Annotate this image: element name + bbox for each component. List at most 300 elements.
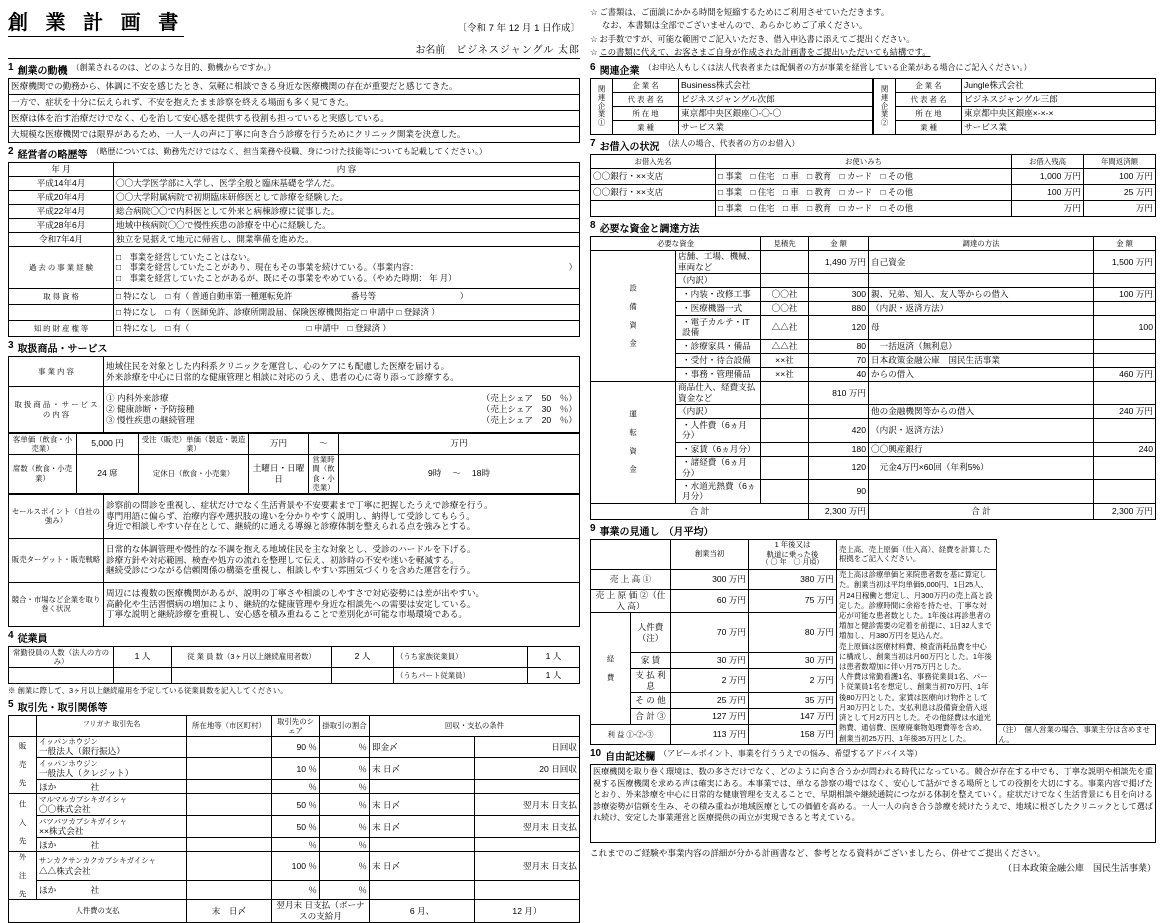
related-1-type-value: サービス業 (679, 120, 873, 134)
partner-group-header (9, 716, 37, 737)
related-2-rep-value: ビジネスジャングル三郎 (962, 92, 1156, 106)
qualification-value-2[interactable]: □ 特になし □ 有（ 医師免許、診療所開設届、保険医療機関指定 □ 申請中 □ 登録済 ） (114, 305, 580, 321)
section-6-number: 6 (590, 61, 596, 73)
business-content-line-2: 外来診療を中心に日常的な健康管理と相談に対応のうえ、患者の心に寄り添って診療する。 (106, 371, 459, 382)
competitor-value (104, 582, 580, 626)
table-row: マルマルカブシキガイシャ 〇〇株式会社 (37, 794, 187, 816)
funding-amount: 100 (1094, 316, 1156, 339)
funding-method (869, 274, 1094, 288)
partner-ratio: ％ (320, 881, 370, 899)
career-header-date: 年 月 (9, 163, 114, 177)
table-row: 平成28年6月 (9, 219, 114, 233)
fund-amount: 420 (809, 419, 869, 442)
page-title: 創 業 計 画 書 (8, 6, 184, 37)
partner-place (187, 881, 272, 899)
purchase-partner-label: 仕 入 先 (9, 794, 37, 852)
partner-ratio: ％ (320, 852, 370, 881)
hours-value: 9時 〜 18時 (339, 454, 580, 493)
section-3-heading (8, 340, 580, 355)
section-3-number: 3 (8, 340, 14, 351)
related-2-addr-value: 東京都中央区銀座×-×-× (962, 106, 1156, 120)
loan-balance: 万円 (1012, 200, 1084, 216)
funding-method: （内訳・返済方法） (869, 302, 1094, 316)
partner-name-header: フリガナ 取引先名 (37, 716, 187, 737)
loan-use-checkboxes[interactable]: □ 事業 □ 住宅 □ 車 □ 教育 □ カード □ その他 (716, 200, 1012, 216)
partner-place (187, 816, 272, 838)
ip-value[interactable]: □ 特になし □ 有（ □ 申請中 □ 登録済 ） (114, 321, 580, 337)
note-line-4: ☆ この書類に代えて、お客さまご自身が作成された計画書をご提出いただいても結構です。 (590, 47, 931, 58)
forecast-profit-v1: 113 万円 (671, 724, 749, 745)
partner-other: ほか 社 (37, 881, 187, 899)
forecast-corner (591, 539, 671, 569)
loan-name-header: お借入先名 (591, 154, 716, 168)
forecast-rent-label: 家 賃 (631, 653, 671, 669)
competitor-line-1: 周辺には複数の医療機関があるが、説明の丁寧さや相談のしやすさで対応姿勢には差が出やすい。 (106, 587, 485, 598)
partner-place (187, 758, 272, 780)
table-row: イッパンホウジン 一般法人（クレジット） (37, 758, 187, 780)
forecast-rent-v1: 30 万円 (671, 653, 749, 669)
partner-place (187, 852, 272, 881)
loan-balance: 1,000 万円 (1012, 168, 1084, 184)
forecast-after-header: 1 年後又は 軌道に乗った後 （ 〇 年 〇 月頃） (749, 539, 837, 569)
table-row: ・事務・管理備品 (676, 367, 761, 381)
career-content: 独立を見据えて地元に帰省し、開業準備を進めた。 (114, 233, 580, 247)
partner-collect: 20 日回収 (475, 758, 580, 780)
competitor-line-3: 丁寧な説明と継続診療を重視し、安心感を積み重ねることで差別化が可能な市場環境である。 (106, 609, 467, 620)
funding-amount (1094, 456, 1156, 479)
forecast-cost-v1: 60 万円 (671, 589, 749, 612)
partner-share: 100 ％ (272, 852, 320, 881)
name-value: ビジネスジャングル 太郎 (456, 45, 580, 56)
loan-repay-header: 年間返済額 (1084, 154, 1156, 168)
qualification-label-2 (9, 305, 114, 321)
employee-count-label-2 (172, 668, 332, 684)
loan-repay: 100 万円 (1084, 168, 1156, 184)
funding-method: からの借入 (869, 367, 1094, 381)
salary-pay-date: 翌月末 日支払（ボーナスの支給月 (272, 899, 370, 922)
funding-method: 一括返済（無利息） (869, 339, 1094, 353)
past-business-label: 過 去 の 事 業 経 験 (9, 247, 114, 289)
section-4-number: 4 (8, 629, 14, 641)
working-fund-label: 運 転 資 金 (591, 381, 676, 503)
table-row (591, 200, 716, 216)
funding-amount (1094, 353, 1156, 367)
related-2-type-value: サービス業 (962, 120, 1156, 134)
motive-line-2: 一方で、症状を十分に伝えられず、不安を抱えたまま診察を終える場面も多く見てきた。 (9, 95, 580, 111)
target-line-1: 日常的な体調管理や慢性的な不調を抱える地域住民を主な対象とし、受診のハードルを下げる。 (106, 543, 476, 554)
funding-amount: 1,500 万円 (1094, 250, 1156, 273)
loan-repay: 万円 (1084, 200, 1156, 216)
list-item: ③ 慢性疾患の継続管理 （売上シェア 20 ％） (106, 414, 577, 425)
applicant-name-row (8, 41, 580, 59)
fund-vendor (761, 405, 809, 419)
motive-line-1: 医療機関での勤務から、体調に不安を感じたとき、気軽に相談できる身近な医療機関の存在が重要だと感じてきた。 (9, 79, 580, 95)
table-row: ・医療機器一式 (676, 302, 761, 316)
funding-method: 元金4万円×60回（年利5%） (869, 456, 1094, 479)
equipment-fund-label: 設 備 資 金 (591, 250, 676, 381)
strength-table (8, 494, 580, 627)
funding-amount (1094, 419, 1156, 442)
partner-share: ％ (272, 881, 320, 899)
related-companies (590, 78, 1156, 135)
section-8-number: 8 (590, 219, 596, 231)
target-line-2: 診療方針や対応範囲、検査や処方の流れを整理して伝え、初診時の不安や迷いを軽減する。 (106, 554, 459, 565)
partner-collect: 翌月末 日支払 (475, 794, 580, 816)
fund-amount: 90 (809, 480, 869, 503)
section-9-number: 9 (590, 522, 596, 534)
section-10-heading (590, 748, 1156, 763)
career-content: 地域中核病院〇〇で慢性疾患の診療を中心に経験した。 (114, 219, 580, 233)
fund-amount (809, 274, 869, 288)
forecast-basis (837, 569, 997, 745)
related-2-name-value: Jungle株式会社 (962, 78, 1156, 92)
salary-close-date: 末 日〆 (187, 899, 272, 922)
officer-count-label: 常勤役員の人数（法人の方のみ） (9, 646, 114, 668)
star-icon: ☆ (590, 7, 598, 17)
related-company-1 (590, 78, 873, 135)
section-2-hint: （略歴については、勤務先だけではなく、担当業務や役職、身につけた技能等についても記載してください。） (91, 147, 487, 156)
partner-ratio: ％ (320, 838, 370, 852)
fund-amount (809, 405, 869, 419)
loan-balance: 100 万円 (1012, 184, 1084, 200)
forecast-labor-v2: 80 万円 (749, 613, 837, 653)
fund-amount: 180 (809, 442, 869, 456)
fund-vendor (761, 250, 809, 273)
fund-amount: 810 万円 (809, 381, 869, 404)
section-7-heading (590, 138, 1156, 153)
forecast-note: （注） 個人営業の場合、事業主分は含めません。 (996, 724, 1156, 745)
related-1-type-label: 業 種 (613, 120, 679, 134)
table-row: 平成14年4月 (9, 177, 114, 191)
related-2-label: 関連企業② (874, 78, 896, 134)
related-company-2 (873, 78, 1156, 135)
fund-amount: 40 (809, 367, 869, 381)
outsourcing-partner-label: 外 注 先 (9, 852, 37, 899)
note-line-3: ☆ お手数ですが、可能な範囲でご記入いただき、借入申込書に添えてご提出ください。 (590, 33, 915, 44)
partner-terms: 末 日〆 (370, 758, 475, 780)
unit-price-label: 客単価（飲食・小売業） (9, 434, 77, 455)
name-label: お名前 (415, 45, 446, 56)
partner-place (187, 838, 272, 852)
forecast-sales-v2: 380 万円 (749, 569, 837, 589)
section-2-number: 2 (8, 146, 14, 157)
funding-method: 自己資金 (869, 250, 1094, 273)
fund-amount: 80 (809, 339, 869, 353)
partner-share: 90 ％ (272, 736, 320, 758)
section-8-heading (590, 220, 1156, 235)
fund-amount: 70 (809, 353, 869, 367)
seats-label: 席数（飲食・小売業） (9, 454, 77, 493)
forecast-rent-v2: 30 万円 (749, 653, 837, 669)
partner-place (187, 736, 272, 758)
fund-vendor: ××社 (761, 367, 809, 381)
table-row: ・家賃（6ヵ月分） (676, 442, 761, 456)
section-10-number: 10 (590, 748, 602, 760)
forecast-total-v1: 127 万円 (671, 708, 749, 724)
unit-price-value: 5,000 円 (77, 434, 139, 455)
table-row: ・人件費（6ヵ月分） (676, 419, 761, 442)
top-notes (590, 6, 1156, 59)
business-content-label: 事 業 内 容 (9, 357, 104, 387)
section-2-title: 経営者の略歴等 (17, 150, 88, 161)
section-8-table (590, 236, 1156, 520)
funding-amount (1094, 302, 1156, 316)
business-content-value (104, 357, 580, 387)
order-price-from: 万円 (249, 434, 309, 455)
related-1-rep-value: ビジネスジャングル次郎 (679, 92, 873, 106)
funding-amount-header: 金 額 (1094, 236, 1156, 250)
forecast-profit-label: 利 益 ①-②-③ (591, 724, 671, 745)
holiday-label: 定休日（飲食・小売業） (139, 454, 249, 493)
list-item: ② 健康診断・予防接種 （売上シェア 30 ％） (106, 404, 577, 415)
loan-use-checkboxes[interactable]: □ 事業 □ 住宅 □ 車 □ 教育 □ カード □ その他 (716, 168, 1012, 184)
section-7-title: お借入の状況 (599, 141, 660, 153)
career-header-content: 内 容 (114, 163, 580, 177)
table-row: ・内装・改修工事 (676, 288, 761, 302)
section-4-title: 従業員 (17, 633, 48, 645)
motive-line-3: 医療は体を治す治療だけでなく、心を治して安心感を提供する役割も担っていると実感している。 (9, 111, 580, 127)
section-9-title: 事業の見通し (599, 526, 660, 538)
forecast-expense-label: 経 費 (591, 613, 631, 725)
section-5-title: 取引先・取引関係等 (17, 703, 108, 714)
funding-method: 〇〇興産銀行 (869, 442, 1094, 456)
related-1-name-label: 企 業 名 (613, 78, 679, 92)
table-row: サンカクサンカクカブシキガイシャ △△株式会社 (37, 852, 187, 881)
partner-collect (475, 838, 580, 852)
ip-label: 知 的 財 産 権 等 (9, 321, 114, 337)
section-5-heading (8, 699, 580, 714)
section-1-hint: （創業されるのは、どのような目的、動機からですか。） (71, 63, 276, 72)
partner-collect (475, 780, 580, 794)
table-row: ・水道光熱費（6ヵ月分） (676, 480, 761, 503)
seats-value: 24 席 (77, 454, 139, 493)
table-row: ・受付・待合設備 (676, 353, 761, 367)
table-row: （内訳） (676, 405, 761, 419)
funding-method: 母 (869, 316, 1094, 339)
section-9-heading (590, 523, 1156, 538)
fund-vendor: 〇〇社 (761, 302, 809, 316)
competitor-label: 競合・市場など企業を取り巻く状況 (9, 582, 104, 626)
competitor-line-2: 高齢化や生活習慣病の増加により、継続的な健康管理や身近な相談先への需要は安定している。 (106, 598, 476, 609)
forecast-basis-line-1: 売上高は診療単価と来院患者数を基に算定した。創業当初は平均単価5,000円、1日25人、月24日稼働と想定し、月300万円の売上高と設定した。診療時間に余裕を持たせ、丁寧な対応が可能な患者数とした。1年後は再診患者の増加と健診需要の定着を前提に、1日32人まで増加し、月380万円を見込んだ。 (839, 570, 993, 641)
partner-collect: 翌月末 日支払 (475, 816, 580, 838)
list-item: ① 内科外来診療 （売上シェア 50 ％） (106, 393, 577, 404)
related-1-rep-label: 代 表 者 名 (613, 92, 679, 106)
table-row: 平成22年4月 (9, 205, 114, 219)
table-row: 平成20年4月 (9, 191, 114, 205)
funding-method: 日本政策金融公庫 国民生活事業 (869, 353, 1094, 367)
hours-label: 営業時間（飲食・小売業） (309, 454, 339, 493)
motive-line-4: 大規模な医療機関では限界があるため、一人一人の声に丁寧に向き合う診療を行うためにクリニック開業を決意した。 (9, 127, 580, 143)
fund-total-left: 2,300 万円 (809, 503, 869, 519)
related-2-rep-label: 代 表 者 名 (896, 92, 962, 106)
section-5-table (8, 715, 580, 923)
section-8-title: 必要な資金と調達方法 (599, 223, 700, 235)
section-1-heading (8, 62, 580, 77)
partner-ratio-header: 掛取引の割合 (320, 716, 370, 737)
forecast-sales-label: 売 上 高 ① (591, 569, 671, 589)
section-4-note: ※ 創業に際して、3ヶ月以上継続雇用を予定している従業員数を記入してください。 (8, 686, 288, 695)
partner-share-header: 取引先のシェア (272, 716, 320, 737)
footer-note: これまでのご経験や事業内容の詳細が分かる計画書など、参考となる資料がございましたら、併せてご提出ください。 (590, 848, 1046, 859)
partner-other: ほか 社 (37, 838, 187, 852)
fund-amount: 880 (809, 302, 869, 316)
partner-share: 50 ％ (272, 794, 320, 816)
table-row: 〇〇銀行・××支店 (591, 168, 716, 184)
funding-method-header: 調達の方法 (869, 236, 1094, 250)
order-price-to: 万円 (339, 434, 580, 455)
forecast-interest-label: 支 払 利 息 (631, 669, 671, 692)
related-1-addr-label: 所 在 地 (613, 106, 679, 120)
forecast-other-v1: 25 万円 (671, 692, 749, 708)
section-4-heading (8, 630, 580, 645)
table-row: イッパンホウジン 一般法人（銀行振込） (37, 736, 187, 758)
section-9-table (590, 539, 1156, 746)
partner-terms (370, 881, 475, 899)
salary-bonus-month-1: 6 月、 (370, 899, 475, 922)
note-line-1: ☆ ご書類は、ご面談にかかる時間を短縮するためにご利用させていただきます。 (590, 7, 890, 17)
section-2-table (8, 162, 580, 337)
section-10-hint: （アピールポイント、事業を行ううえでの悩み、希望するアドバイス等） (659, 749, 923, 759)
partner-terms: 即金〆 (370, 736, 475, 758)
partner-ratio: ％ (320, 758, 370, 780)
partner-terms-header: 回収・支払の条件 (370, 716, 580, 737)
fund-amount: 1,490 万円 (809, 250, 869, 273)
past-choice-3[interactable]: □ 事業を経営していたことがあるが、既にその事業をやめている。（やめた時期： 年 月） (116, 272, 457, 283)
loan-use-checkboxes[interactable]: □ 事業 □ 住宅 □ 車 □ 教育 □ カード □ その他 (716, 184, 1012, 200)
funding-method (869, 381, 1094, 404)
partner-share: ％ (272, 780, 320, 794)
table-row: バツバツカブシキガイシャ ××株式会社 (37, 816, 187, 838)
table-row: ・診療家具・備品 (676, 339, 761, 353)
table-row: ・諸経費（6ヵ月分） (676, 456, 761, 479)
left-column (8, 6, 580, 921)
sales-point-value (104, 494, 580, 538)
creation-date: 〔令和 7 年 12 月 1 日作成〕 (457, 23, 580, 34)
qualification-value[interactable]: □ 特になし □ 有（ 普通自動車第一種運転免許 番号等 ） (114, 289, 580, 305)
fund-vendor (761, 456, 809, 479)
partner-ratio: ％ (320, 794, 370, 816)
target-value (104, 538, 580, 582)
partner-place (187, 794, 272, 816)
sales-point-line-2: 専門用語に偏らず、治療内容や選択肢の違いを分かりやすく説明し、納得して受診してもらう。 (106, 510, 475, 521)
fund-amount: 120 (809, 456, 869, 479)
sales-point-label: セールスポイント（自社の強み） (9, 494, 104, 538)
salary-payment-label: 人件費の支払 (9, 899, 187, 922)
qualification-label: 取 得 資 格 (9, 289, 114, 305)
past-choice-1[interactable]: □ 事業を経営していたことはない。 (116, 251, 256, 262)
section-10-table (590, 764, 1156, 843)
fund-total-label: 合 計 (591, 503, 809, 519)
partner-share: ％ (272, 838, 320, 852)
forecast-basis-header: 売上高、売上原価（仕入高）、経費を計算した根拠をご記入ください。 (837, 539, 997, 569)
table-row: 商品仕入、経費支払資金など (676, 381, 761, 404)
partner-share: 10 ％ (272, 758, 320, 780)
funding-amount: 240 万円 (1094, 405, 1156, 419)
forecast-total-v2: 147 万円 (749, 708, 837, 724)
partner-terms (370, 838, 475, 852)
table-row: 〇〇銀行・××支店 (591, 184, 716, 200)
past-choice-2[interactable]: □ 事業を経営していたことがあり、現在もその事業を続けている。（事業内容： ） (116, 262, 577, 273)
partner-ratio: ％ (320, 816, 370, 838)
forecast-interest-v1: 2 万円 (671, 669, 749, 692)
funding-amount: 460 万円 (1094, 367, 1156, 381)
section-7-hint: （法人の場合、代表者の方のお借入） (663, 138, 800, 148)
title-row (8, 6, 580, 37)
partner-terms: 末 日〆 (370, 816, 475, 838)
partner-terms (370, 780, 475, 794)
related-2-type-label: 業 種 (896, 120, 962, 134)
right-column (590, 6, 1156, 914)
products-list (104, 387, 580, 433)
holiday-value: 土曜日・日曜日 (249, 454, 309, 493)
fund-vendor (761, 274, 809, 288)
funding-amount: 240 (1094, 442, 1156, 456)
funding-amount (1094, 381, 1156, 404)
target-line-3: 継続受診につながる信頼関係の構築を重視し、相談しやすい雰囲気づくりを含めた運営を行う。 (106, 565, 476, 576)
family-employee-value: 1 人 (528, 646, 580, 668)
forecast-labor-label: 人件費（注） (631, 613, 671, 653)
partner-collect: 翌月末 日支払 (475, 852, 580, 881)
range-dash: 〜 (309, 434, 339, 455)
fund-vendor: △△社 (761, 339, 809, 353)
star-icon-2: ☆ (590, 33, 598, 44)
partner-place (187, 780, 272, 794)
forecast-interest-v2: 2 万円 (749, 669, 837, 692)
officer-count-value-2 (114, 668, 172, 684)
fund-vendor: ××社 (761, 353, 809, 367)
section-6-hint: （お申込人もしくは法人代表者または配偶者の方が事業を経営している企業がある場合にご記入ください。） (643, 62, 1032, 72)
employee-count-value: 2 人 (332, 646, 394, 668)
employee-count-value-2 (332, 668, 394, 684)
funding-method: 他の金融機関等からの借入 (869, 405, 1094, 419)
table-row: 令和7年4月 (9, 233, 114, 247)
section-2-heading (8, 146, 580, 161)
sales-point-line-1: 診察前の問診を重視し、症状だけでなく生活背景や不安要素まで丁寧に把握したうえで診療を行う。 (106, 499, 493, 510)
forecast-total-label: 合 計 ③ (631, 708, 671, 724)
related-2-addr-label: 所 在 地 (896, 106, 962, 120)
fund-amount: 300 (809, 288, 869, 302)
forecast-initial-header: 創業当初 (671, 539, 749, 569)
funding-method (869, 480, 1094, 503)
section-5-number: 5 (8, 699, 14, 710)
funding-total-right: 2,300 万円 (1094, 503, 1156, 519)
business-content-line-1: 地域住民を対象とした内科系クリニックを運営し、心のケアにも配慮した医療を届ける。 (106, 360, 450, 371)
partner-ratio: ％ (320, 780, 370, 794)
forecast-other-v2: 35 万円 (749, 692, 837, 708)
partner-collect: 日回収 (475, 736, 580, 758)
fund-vendor (761, 381, 809, 404)
forecast-basis-line-2: 売上原価は医療材料費、検査消耗品費を中心に構成し、創業当初は月60万円とした。1年後は患者数増加に伴い月75万円とした。 (839, 641, 992, 672)
section-1-table (8, 78, 580, 143)
table-row: ・電子カルテ・IT設備 (676, 316, 761, 339)
section-1-title: 創業の動機 (17, 66, 68, 77)
section-3-title: 取扱商品・サービス (17, 344, 108, 355)
section-6-title: 関連企業 (599, 65, 640, 77)
related-1-label: 関連企業① (591, 78, 613, 134)
note-line-2: なお、本書類は全部でございませんので、あらかじめご了承ください。 (602, 20, 868, 31)
fund-vendor: △△社 (761, 316, 809, 339)
career-content: 〇〇大学医学部に入学し、医学全般と臨床基礎を学んだ。 (114, 177, 580, 191)
star-icon-3: ☆ (590, 47, 598, 58)
part-employee-value: 1 人 (528, 668, 580, 684)
section-6-heading (590, 62, 1156, 77)
part-employee-label: （うちパート従業員） (394, 668, 528, 684)
related-1-name-value: Business株式会社 (679, 78, 873, 92)
partner-ratio: ％ (320, 736, 370, 758)
past-business-choices (114, 247, 580, 289)
salary-bonus-month-2: 12 月） (475, 899, 580, 922)
